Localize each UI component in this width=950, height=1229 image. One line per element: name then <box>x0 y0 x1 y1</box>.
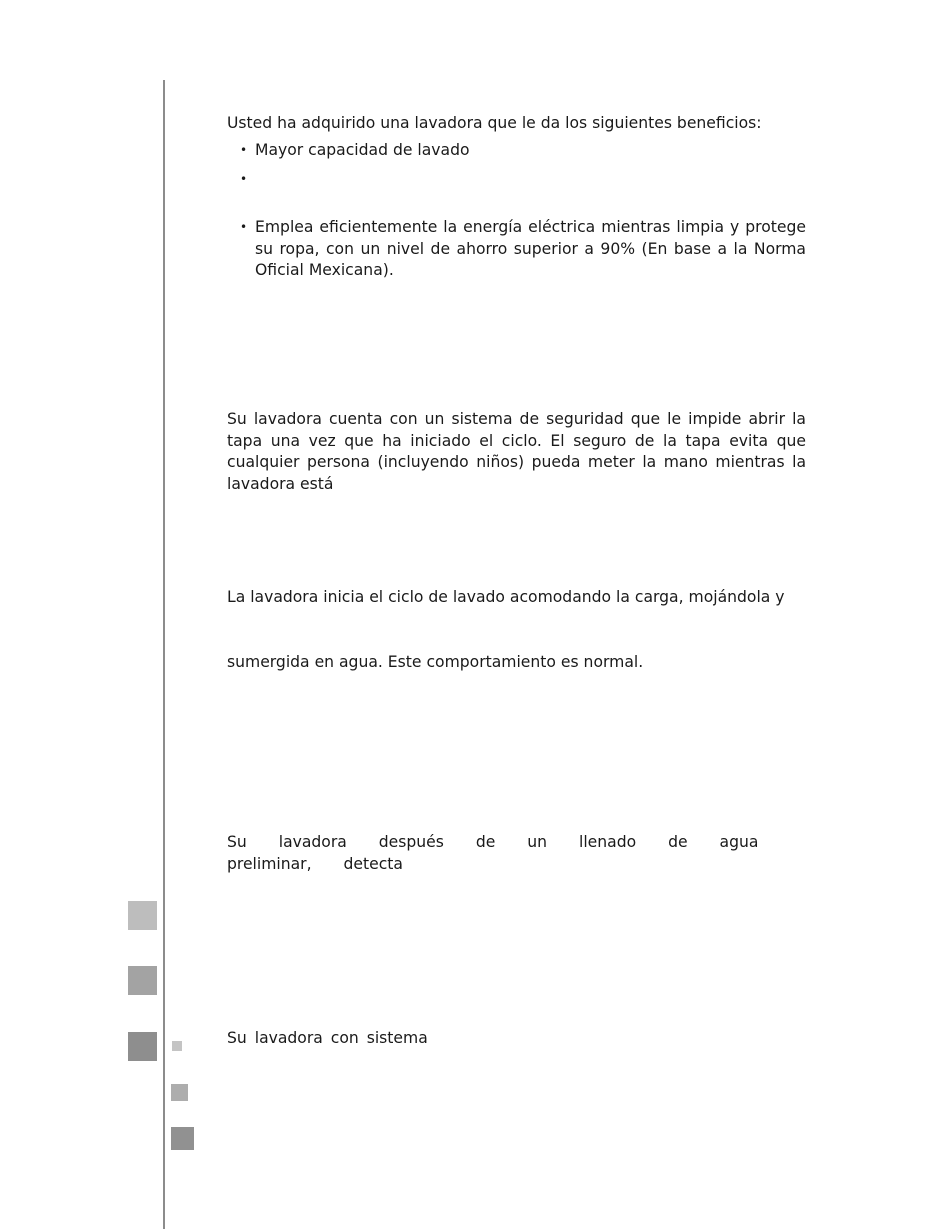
decorative-square-small <box>172 1041 182 1051</box>
bullet-marker: • <box>240 220 248 234</box>
decorative-square-large <box>128 966 157 995</box>
decorative-square-small <box>171 1127 194 1150</box>
decorative-square-small <box>171 1084 188 1101</box>
list-item <box>227 169 806 191</box>
paragraph-wash-cycle-continued: sumergida en agua. Este comportamiento es normal. <box>227 653 644 671</box>
decorative-square-large <box>128 1032 157 1061</box>
paragraph-system: Su lavadora con sistema <box>227 1029 428 1047</box>
list-item-text: Mayor capacidad de lavado <box>255 141 470 159</box>
list-item <box>227 140 806 162</box>
margin-rule <box>163 80 165 1229</box>
bullet-marker: • <box>240 172 248 186</box>
paragraph-safety-lock: Su lavadora cuenta con un sistema de seguridad que le impide abrir la tapa una vez que ha iniciado el ciclo. El seguro de la tapa evita que cualquier persona (incluyendo niños) pueda meter la mano mientras la lavadora está <box>227 410 806 493</box>
list-item-text: Emplea eficientemente la energía eléctrica mientras limpia y protege su ropa, con un nivel de ahorro superior a 90% (En base a la Norma Oficial Mexicana). <box>255 218 806 279</box>
list-item <box>227 217 806 282</box>
bullet-marker: • <box>240 143 248 157</box>
paragraph-water-fill: Su lavadora después de un llenado de agua preliminar, detecta <box>227 833 759 873</box>
benefits-list <box>227 140 806 162</box>
decorative-square-large <box>128 901 157 930</box>
intro-text: Usted ha adquirido una lavadora que le da los siguientes beneficios: <box>227 114 762 132</box>
paragraph-wash-cycle: La lavadora inicia el ciclo de lavado acomodando la carga, mojándola y <box>227 588 785 606</box>
benefits-list <box>227 217 806 282</box>
benefits-list <box>227 169 806 191</box>
